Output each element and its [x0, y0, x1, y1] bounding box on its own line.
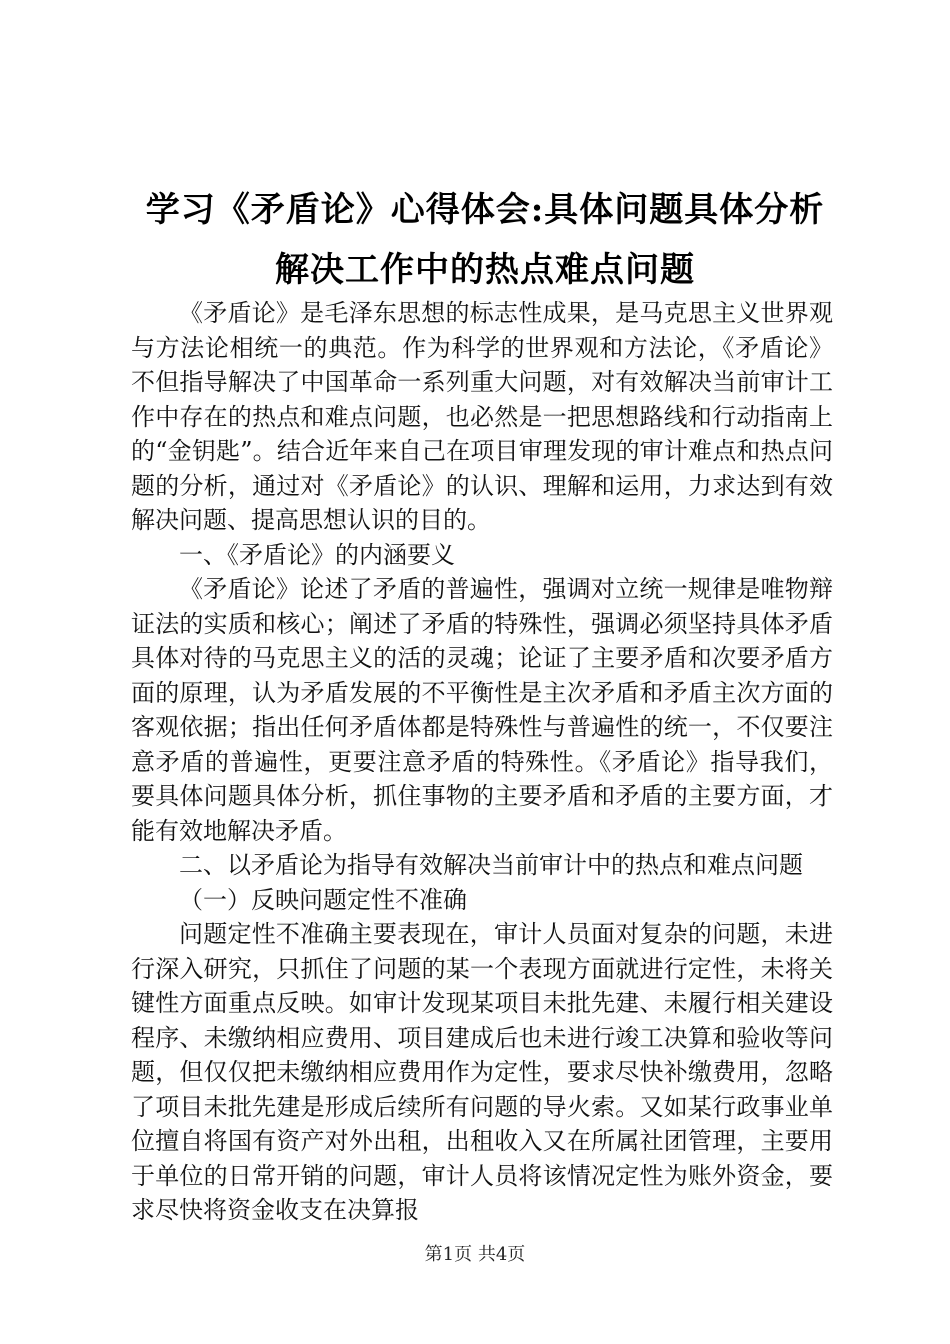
section-heading-2: 二、以矛盾论为指导有效解决当前审计中的热点和难点问题	[179, 851, 803, 879]
intro-paragraph: 《矛盾论》是毛泽东思想的标志性成果，是马克思主义世界观与方法论相统一的典范。作为科学的世界观和方法论，《矛盾论》不但指导解决了中国革命一系列重大问题，对有效解决当前审计工作中存在的热点和难点问题，也必然是一把思想路线和行动指南上的“金钥匙”。结合近年来自己在项目审理发现的审计难点和热点问题的分析，通过对《矛盾论》的认识、理解和运用，力求达到有效解决问题、提高思想认识的目的。	[131, 299, 833, 534]
page-number-footer: 第1页 共4页	[424, 1244, 526, 1265]
subsection-1-paragraph: 问题定性不准确主要表现在，审计人员面对复杂的问题，未进行深入研究，只抓住了问题的某一个表现方面就进行定性，未将关键性方面重点反映。如审计发现某项目未批先建、未履行相关建设程序、未缴纳相应费用、项目建成后也未进行竣工决算和验收等问题，但仅仅把未缴纳相应费用作为定性，要求尽快补缴费用，忽略了项目未批先建是形成后续所有问题的导火索。又如某行政事业单位擅自将国有资产对外出租，出租收入又在所属社团管理，主要用于单位的日常开销的问题，审计人员将该情况定性为账外资金，要求尽快将资金收支在决算报	[131, 920, 833, 1224]
document-title-line-2: 解决工作中的热点难点问题	[275, 250, 695, 290]
document-body	[131, 296, 833, 1228]
section-heading-1: 一、《矛盾论》的内涵要义	[179, 540, 455, 569]
section-1-paragraph: 《矛盾论》论述了矛盾的普遍性，强调对立统一规律是唯物辩证法的实质和核心；阐述了矛盾的特殊性，强调必须坚持具体矛盾具体对待的马克思主义的活的灵魂；论证了主要矛盾和次要矛盾方面的原理，认为矛盾发展的不平衡性是主次矛盾和矛盾主次方面的客观依据；指出任何矛盾体都是特殊性与普遍性的统一，不仅要注意矛盾的普遍性，更要注意矛盾的特殊性。《矛盾论》指导我们，要具体问题具体分析，抓住事物的主要矛盾和矛盾的主要方面，才能有效地解决矛盾。	[131, 575, 833, 845]
document-title-line-1: 学习《矛盾论》心得体会:具体问题具体分析	[145, 190, 825, 230]
subsection-heading-1: （一）反映问题定性不准确	[179, 885, 467, 914]
